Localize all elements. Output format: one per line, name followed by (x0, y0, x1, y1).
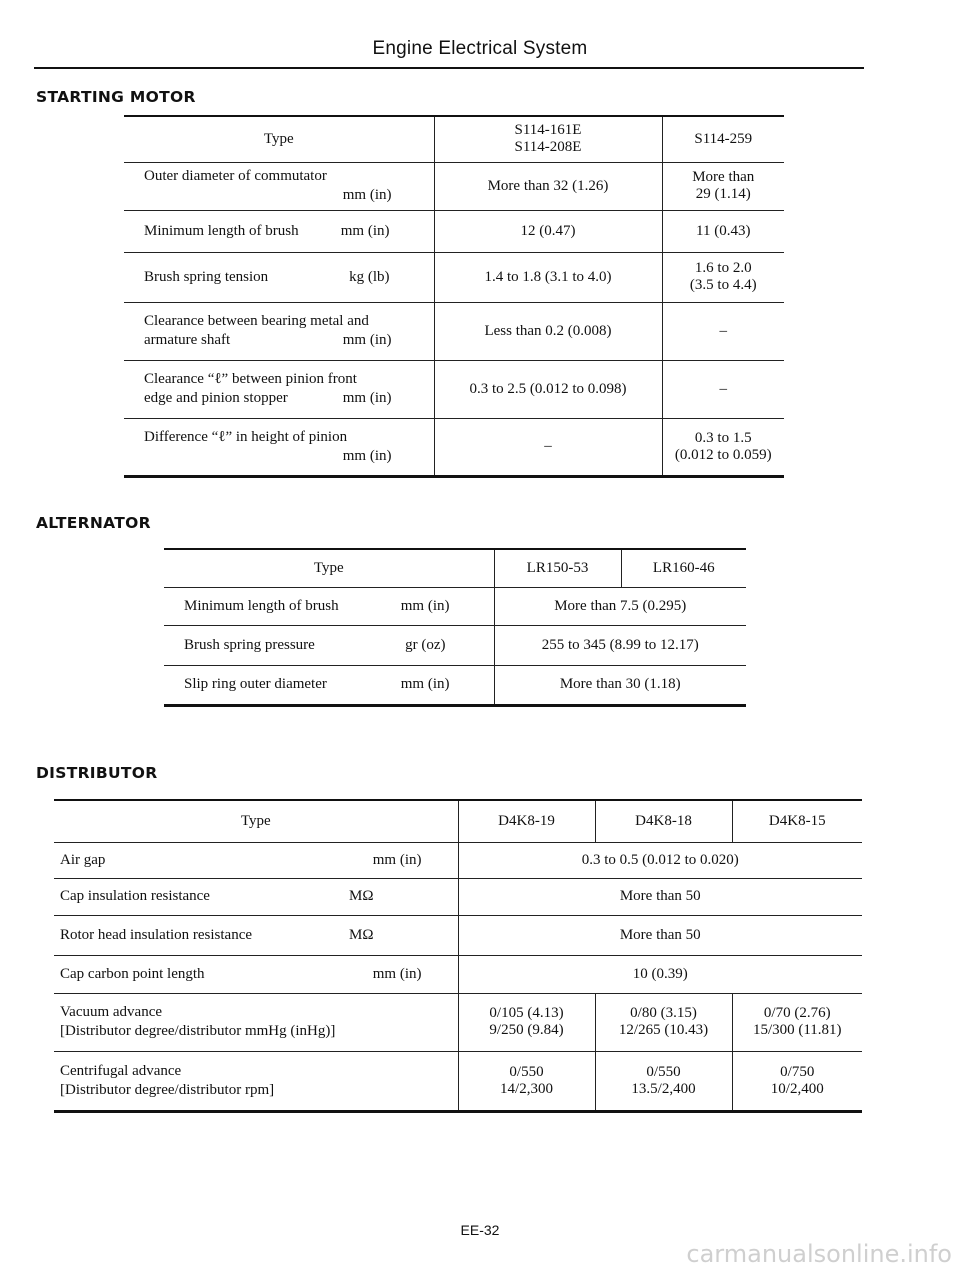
row-label: Centrifugal advance [Distributor degree/distributor rpm] (54, 1051, 458, 1111)
cell-value: 0/80 (3.15) 12/265 (10.43) (595, 993, 732, 1051)
cell-value: 11 (0.43) (662, 210, 784, 252)
table-row (164, 549, 746, 587)
row-label: Cap insulation resistance MΩ (54, 878, 458, 915)
type-value: LR150-53 (494, 549, 621, 587)
page-number: EE-32 (460, 1222, 500, 1238)
starting-motor-heading: STARTING MOTOR (36, 88, 196, 106)
table-row (54, 878, 862, 915)
cell-value: More than 50 (458, 878, 862, 915)
cell-value: 1.4 to 1.8 (3.1 to 4.0) (434, 252, 662, 302)
table-row (54, 993, 862, 1051)
cell-value: More than 29 (1.14) (662, 162, 784, 210)
table-row (54, 915, 862, 955)
row-label: Difference “ℓ” in height of pinion mm (in) (124, 418, 434, 476)
cell-value: 12 (0.47) (434, 210, 662, 252)
table-row (124, 162, 784, 210)
cell-value: 0/550 14/2,300 (458, 1051, 595, 1111)
distributor-heading: DISTRIBUTOR (36, 764, 158, 782)
type-value: S114-259 (662, 116, 784, 162)
page-title: Engine Electrical System (372, 38, 588, 59)
alternator-table (164, 548, 746, 707)
table-row (124, 302, 784, 360)
row-label: Slip ring outer diameter mm (in) (164, 665, 494, 705)
type-label: Type (164, 549, 494, 587)
cell-value: 0/105 (4.13) 9/250 (9.84) (458, 993, 595, 1051)
table-row (164, 665, 746, 705)
header-rule (34, 67, 864, 69)
type-value: S114-161E S114-208E (434, 116, 662, 162)
cell-value: 0.3 to 0.5 (0.012 to 0.020) (458, 842, 862, 878)
cell-value: 0/550 13.5/2,400 (595, 1051, 732, 1111)
type-value: D4K8-15 (732, 800, 862, 842)
row-label: Rotor head insulation resistance MΩ (54, 915, 458, 955)
cell-value: 0/70 (2.76) 15/300 (11.81) (732, 993, 862, 1051)
table-row (164, 625, 746, 665)
cell-value: Less than 0.2 (0.008) (434, 302, 662, 360)
cell-value: More than 32 (1.26) (434, 162, 662, 210)
row-label: Brush spring tension kg (lb) (124, 252, 434, 302)
table-row (124, 418, 784, 476)
cell-value: 0.3 to 2.5 (0.012 to 0.098) (434, 360, 662, 418)
cell-value: 255 to 345 (8.99 to 12.17) (494, 625, 746, 665)
table-row (164, 587, 746, 625)
cell-value: – (662, 360, 784, 418)
cell-value: More than 50 (458, 915, 862, 955)
distributor-table (54, 799, 862, 1113)
type-label: Type (54, 800, 458, 842)
table-row (124, 116, 784, 162)
table-row (124, 210, 784, 252)
table-row (54, 1051, 862, 1111)
row-label: Cap carbon point length mm (in) (54, 955, 458, 993)
type-value: D4K8-18 (595, 800, 732, 842)
table-row (54, 955, 862, 993)
cell-value: 10 (0.39) (458, 955, 862, 993)
cell-value: More than 7.5 (0.295) (494, 587, 746, 625)
row-label: Minimum length of brush mm (in) (164, 587, 494, 625)
row-label: Clearance between bearing metal and armature shaft mm (in) (124, 302, 434, 360)
row-label: Clearance “ℓ” between pinion front edge and pinion stopper mm (in) (124, 360, 434, 418)
cell-value: – (662, 302, 784, 360)
cell-value: 0/750 10/2,400 (732, 1051, 862, 1111)
table-row (124, 252, 784, 302)
row-label: Air gap mm (in) (54, 842, 458, 878)
row-label: Vacuum advance [Distributor degree/distributor mmHg (inHg)] (54, 993, 458, 1051)
starting-motor-table (124, 115, 784, 478)
type-value: D4K8-19 (458, 800, 595, 842)
type-label: Type (124, 116, 434, 162)
watermark: carmanualsonline.info (686, 1240, 952, 1268)
table-row (124, 360, 784, 418)
table-row (54, 842, 862, 878)
cell-value: 0.3 to 1.5 (0.012 to 0.059) (662, 418, 784, 476)
cell-value: More than 30 (1.18) (494, 665, 746, 705)
alternator-heading: ALTERNATOR (36, 514, 151, 532)
row-label: Outer diameter of commutator mm (in) (124, 162, 434, 210)
cell-value: – (434, 418, 662, 476)
cell-value: 1.6 to 2.0 (3.5 to 4.4) (662, 252, 784, 302)
row-label: Minimum length of brush mm (in) (124, 210, 434, 252)
type-value: LR160-46 (621, 549, 746, 587)
table-row (54, 800, 862, 842)
row-label: Brush spring pressure gr (oz) (164, 625, 494, 665)
